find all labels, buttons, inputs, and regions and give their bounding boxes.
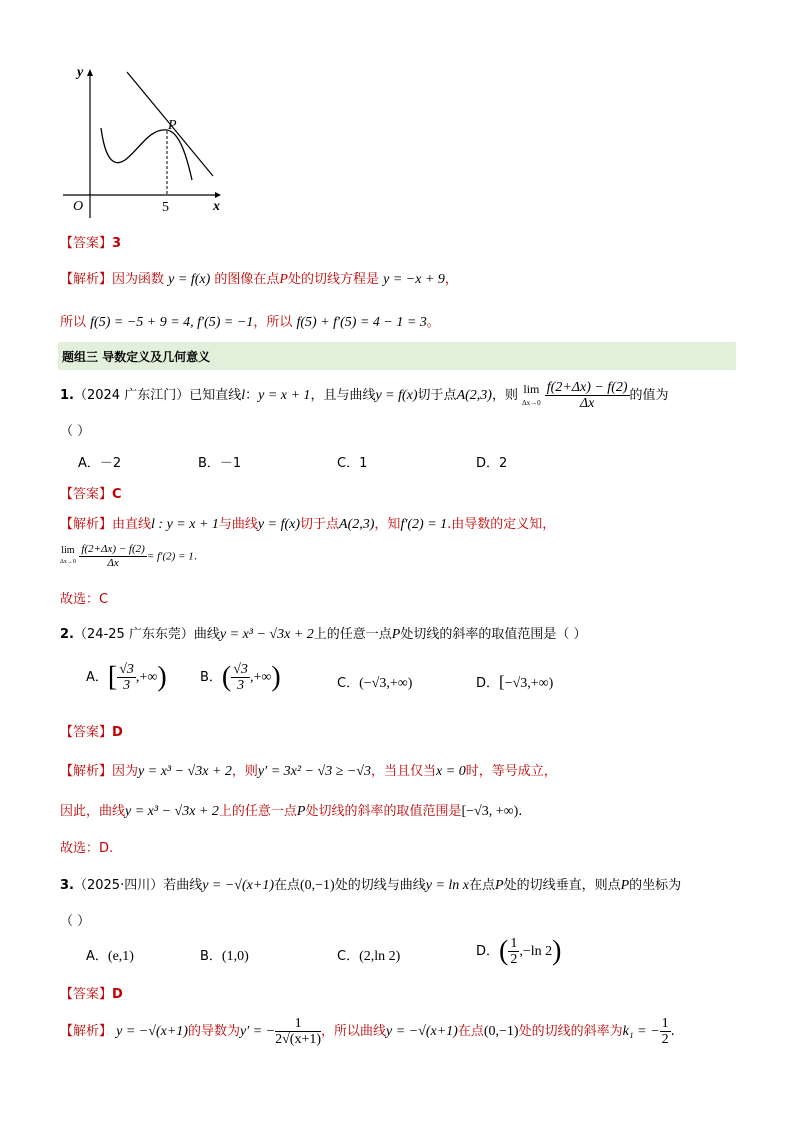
- math-line-eq: y = x + 1: [258, 388, 311, 403]
- bracket: [: [107, 661, 118, 693]
- analysis-text: 由直线: [112, 517, 152, 532]
- fraction-denominator: 2√(x+1): [275, 1032, 322, 1047]
- prev-analysis: [60, 268, 458, 288]
- q3-blank: （ ）: [60, 914, 91, 929]
- tick-5-label: 5: [162, 200, 169, 215]
- analysis-text: ，所以: [253, 315, 293, 330]
- option-value: −√3,+∞: [504, 676, 549, 691]
- math-tangent-eq: y = −x + 9: [383, 272, 445, 287]
- option-value: −√3,+∞: [363, 676, 408, 691]
- q2-analysis-line2: [60, 800, 522, 820]
- analysis-text: 时，等号成立，: [465, 764, 557, 779]
- analysis-text: ，知: [374, 517, 401, 532]
- question-text: 在点: [469, 878, 496, 893]
- option-infinity: ,+∞: [249, 670, 272, 685]
- fraction-denominator: 2: [510, 952, 518, 967]
- function-graph: [55, 58, 235, 218]
- analysis-text: 。: [426, 315, 440, 330]
- math-p: P: [391, 627, 401, 642]
- q1-option-b[interactable]: B．－1: [198, 456, 242, 471]
- q3-option-d[interactable]: D．( $\frac{1}{2}$ ,−ln 2): [476, 935, 562, 967]
- q3-analysis: [60, 1016, 675, 1047]
- math-condition: x = 0: [436, 764, 466, 779]
- analysis-tag: 【解析】: [60, 517, 113, 532]
- math-curve: y = x³ − √3x + 2: [219, 627, 314, 642]
- analysis-text: 因为: [112, 764, 139, 779]
- q1-choice: 故选：C: [60, 592, 109, 607]
- limit-symbol: [522, 383, 541, 409]
- analysis-tag: 【解析】: [60, 272, 113, 287]
- analysis-text: 的导数为: [187, 1024, 240, 1039]
- math-curve: y = f(x): [257, 517, 301, 532]
- option-label: C．: [337, 949, 360, 964]
- question-text: 上的任意一点: [313, 627, 392, 642]
- question-text: 的坐标为: [629, 878, 682, 893]
- math-curve: y = ln x: [425, 878, 470, 893]
- fraction-numerator: √3: [119, 662, 134, 677]
- lim-sub: Δx→0: [522, 398, 541, 407]
- bracket: [: [499, 672, 505, 691]
- question-text: 处的切线垂直，则点: [503, 878, 621, 893]
- question-text: ，则: [491, 388, 518, 403]
- limit-fraction: [79, 543, 146, 570]
- option-label: D．: [476, 944, 500, 959]
- lim-text: lim: [523, 381, 540, 396]
- analysis-text: 处的切线方程是: [287, 272, 379, 287]
- curve-f: [101, 128, 192, 180]
- punctuation: .: [518, 804, 523, 819]
- fraction-denominator: 3: [123, 678, 131, 693]
- q2-option-a[interactable]: [86, 662, 167, 693]
- q3-option-c[interactable]: [337, 945, 400, 965]
- answer-value: D: [112, 725, 123, 740]
- limit-fraction: [545, 380, 630, 411]
- option-fraction: [231, 662, 250, 693]
- math-curve: y = −√(x+1): [202, 878, 274, 893]
- math-point: (0,−1): [483, 1024, 519, 1039]
- option-label: D．: [476, 676, 500, 691]
- punctuation: .: [670, 1024, 675, 1039]
- q1-analysis: [60, 513, 555, 533]
- analysis-text: ，则: [231, 764, 258, 779]
- option-infinity: ,+∞: [135, 670, 158, 685]
- fraction-numerator: f(2+Δx) − f(2): [546, 380, 628, 395]
- prev-answer: [60, 232, 121, 251]
- fraction-denominator: 2: [661, 1032, 669, 1047]
- group-title: 题组三 导数定义及几何意义: [62, 350, 211, 364]
- option-label: C．: [337, 676, 360, 691]
- q2-answer: [60, 721, 123, 740]
- q2-choice: 故选：D.: [60, 841, 114, 856]
- analysis-text: 上的任意一点: [218, 804, 297, 819]
- analysis-text: 处切线的斜率的取值范围是: [305, 804, 462, 819]
- fraction-denominator: 3: [237, 678, 245, 693]
- question-text: 切于点: [417, 388, 457, 403]
- x-axis-label: x: [213, 199, 220, 214]
- option-value: (e,1): [107, 949, 134, 964]
- question-text: 在点: [273, 878, 300, 893]
- analysis-text: 处的切线的斜率为: [518, 1024, 623, 1039]
- math-point: (0,−1): [300, 878, 335, 893]
- q1-option-d[interactable]: D．2: [476, 456, 508, 471]
- q1-answer: [60, 483, 122, 502]
- analysis-text: 因此，曲线: [60, 804, 126, 819]
- fraction-numerator: 1: [661, 1016, 669, 1031]
- fraction-numerator: 1: [510, 936, 518, 951]
- answer-tag: 【答案】: [60, 487, 113, 502]
- q2-option-b[interactable]: [200, 662, 281, 693]
- analysis-text: ，: [444, 272, 458, 287]
- option-value: (1,0): [221, 949, 249, 964]
- analysis-text: 所以: [60, 315, 87, 330]
- answer-tag: 【答案】: [60, 725, 113, 740]
- y-axis-arrow: [87, 69, 93, 76]
- fraction-numerator: 1: [275, 1016, 321, 1032]
- math-values: f(5) = −5 + 9 = 4, f′(5) = −1: [90, 315, 254, 330]
- origin-label: O: [73, 199, 84, 214]
- option-value: (2,ln 2): [359, 949, 401, 964]
- slope-fraction: [660, 1016, 671, 1047]
- q1-blank: （ ）: [60, 424, 91, 439]
- math-result: = f′(2) = 1: [146, 550, 194, 563]
- y-axis-label: y: [77, 65, 84, 80]
- limit-symbol: [60, 546, 76, 567]
- option-fraction: [117, 662, 136, 693]
- question-number: 1.: [60, 388, 74, 403]
- bracket: ): [271, 661, 281, 693]
- math-derivative: y′ = −: [239, 1024, 276, 1039]
- question-text: ，且与曲线: [310, 388, 376, 403]
- question-text: （2024 广东江门）已知直线: [73, 388, 242, 403]
- math-range: [−√3, +∞): [461, 804, 519, 819]
- option-label: A．: [86, 949, 108, 964]
- q3-option-a[interactable]: [86, 945, 134, 965]
- analysis-text: .由导数的定义知，: [447, 517, 556, 532]
- q2-option-d[interactable]: [476, 672, 553, 692]
- question-number: 2.: [60, 627, 74, 642]
- math-p: P: [495, 878, 504, 893]
- math-derivative: f′(2) = 1: [400, 517, 448, 532]
- question-number: 3.: [60, 878, 74, 893]
- analysis-tag: 【解析】: [60, 764, 113, 779]
- fraction-numerator: √3: [233, 662, 248, 677]
- q1-stem: [60, 380, 669, 411]
- math-curve: y = x³ − √3x + 2: [125, 804, 219, 819]
- bracket: ): [548, 676, 554, 691]
- answer-value: 3: [112, 236, 122, 251]
- question-text: 处的切线与曲线: [334, 878, 426, 893]
- analysis-text: 的图像在点: [214, 272, 280, 287]
- analysis-text: 因为函数: [112, 272, 165, 287]
- q2-stem: [60, 623, 587, 643]
- q1-analysis-limit: [60, 543, 197, 570]
- bracket: ): [157, 661, 167, 693]
- math-l: l: [241, 388, 246, 403]
- answer-tag: 【答案】: [60, 987, 113, 1002]
- math-p: P: [620, 878, 630, 893]
- q3-option-b[interactable]: [200, 945, 249, 965]
- q2-option-c[interactable]: [337, 672, 412, 692]
- analysis-tag: 【解析】: [60, 1024, 113, 1039]
- option-label: B．: [200, 670, 222, 685]
- question-text: 处切线的斜率的取值范围是（ ）: [400, 627, 587, 642]
- question-text: （24-25 广东东莞）曲线: [73, 627, 220, 642]
- q3-answer: [60, 983, 123, 1002]
- q3-stem: [60, 874, 681, 894]
- math-line: l : y = x + 1: [151, 517, 219, 532]
- math-point: A(2,3): [456, 388, 492, 403]
- math-fx: y = f(x): [168, 272, 211, 287]
- prev-analysis-line2: [60, 311, 440, 331]
- bracket: ): [407, 676, 413, 691]
- q1-option-a[interactable]: A．－2: [78, 456, 122, 471]
- analysis-text: 在点: [457, 1024, 484, 1039]
- math-curve: y = f(x): [375, 388, 418, 403]
- analysis-text: ，所以曲线: [321, 1024, 387, 1039]
- question-text: （2025·四川）若曲线: [73, 878, 203, 893]
- lim-text: lim: [61, 545, 75, 556]
- question-text: 的值为: [629, 388, 669, 403]
- math-p: P: [279, 272, 288, 287]
- fraction-denominator: Δx: [579, 396, 595, 411]
- bracket: (: [359, 676, 364, 691]
- punctuation: .: [193, 549, 198, 563]
- derivative-fraction: [275, 1016, 321, 1047]
- analysis-text: 切于点: [300, 517, 340, 532]
- fraction-denominator: Δx: [107, 557, 119, 569]
- q2-analysis: [60, 760, 557, 780]
- math-curve: y = x³ − √3x + 2: [138, 764, 232, 779]
- math-curve: y = −√(x+1): [386, 1024, 458, 1039]
- answer-value: D: [112, 987, 123, 1002]
- q1-option-c[interactable]: C．1: [337, 456, 368, 471]
- fraction-numerator: f(2+Δx) − f(2): [81, 543, 145, 555]
- bracket: (: [221, 661, 232, 693]
- x-axis-arrow: [215, 192, 221, 198]
- lim-sub: Δx→0: [60, 559, 76, 565]
- answer-tag: 【答案】: [60, 236, 113, 251]
- answer-value: C: [112, 487, 122, 502]
- math-curve: y = −√(x+1): [116, 1024, 188, 1039]
- math-sum: f(5) + f′(5) = 4 − 1 = 3: [296, 315, 427, 330]
- math-point: A(2,3): [339, 517, 375, 532]
- analysis-text: ，当且仅当: [371, 764, 437, 779]
- option-rest: ,−ln 2: [519, 944, 553, 959]
- math-slope: k₁ = −: [622, 1024, 660, 1039]
- math-derivative: y′ = 3x² − √3 ≥ −√3: [257, 764, 372, 779]
- question-text: ：: [245, 388, 259, 403]
- math-p: P: [296, 804, 306, 819]
- analysis-text: 与曲线: [218, 517, 258, 532]
- option-fraction: [508, 936, 519, 967]
- point-p-label: P: [168, 118, 177, 133]
- option-label: B．: [200, 949, 222, 964]
- option-label: A．: [86, 670, 108, 685]
